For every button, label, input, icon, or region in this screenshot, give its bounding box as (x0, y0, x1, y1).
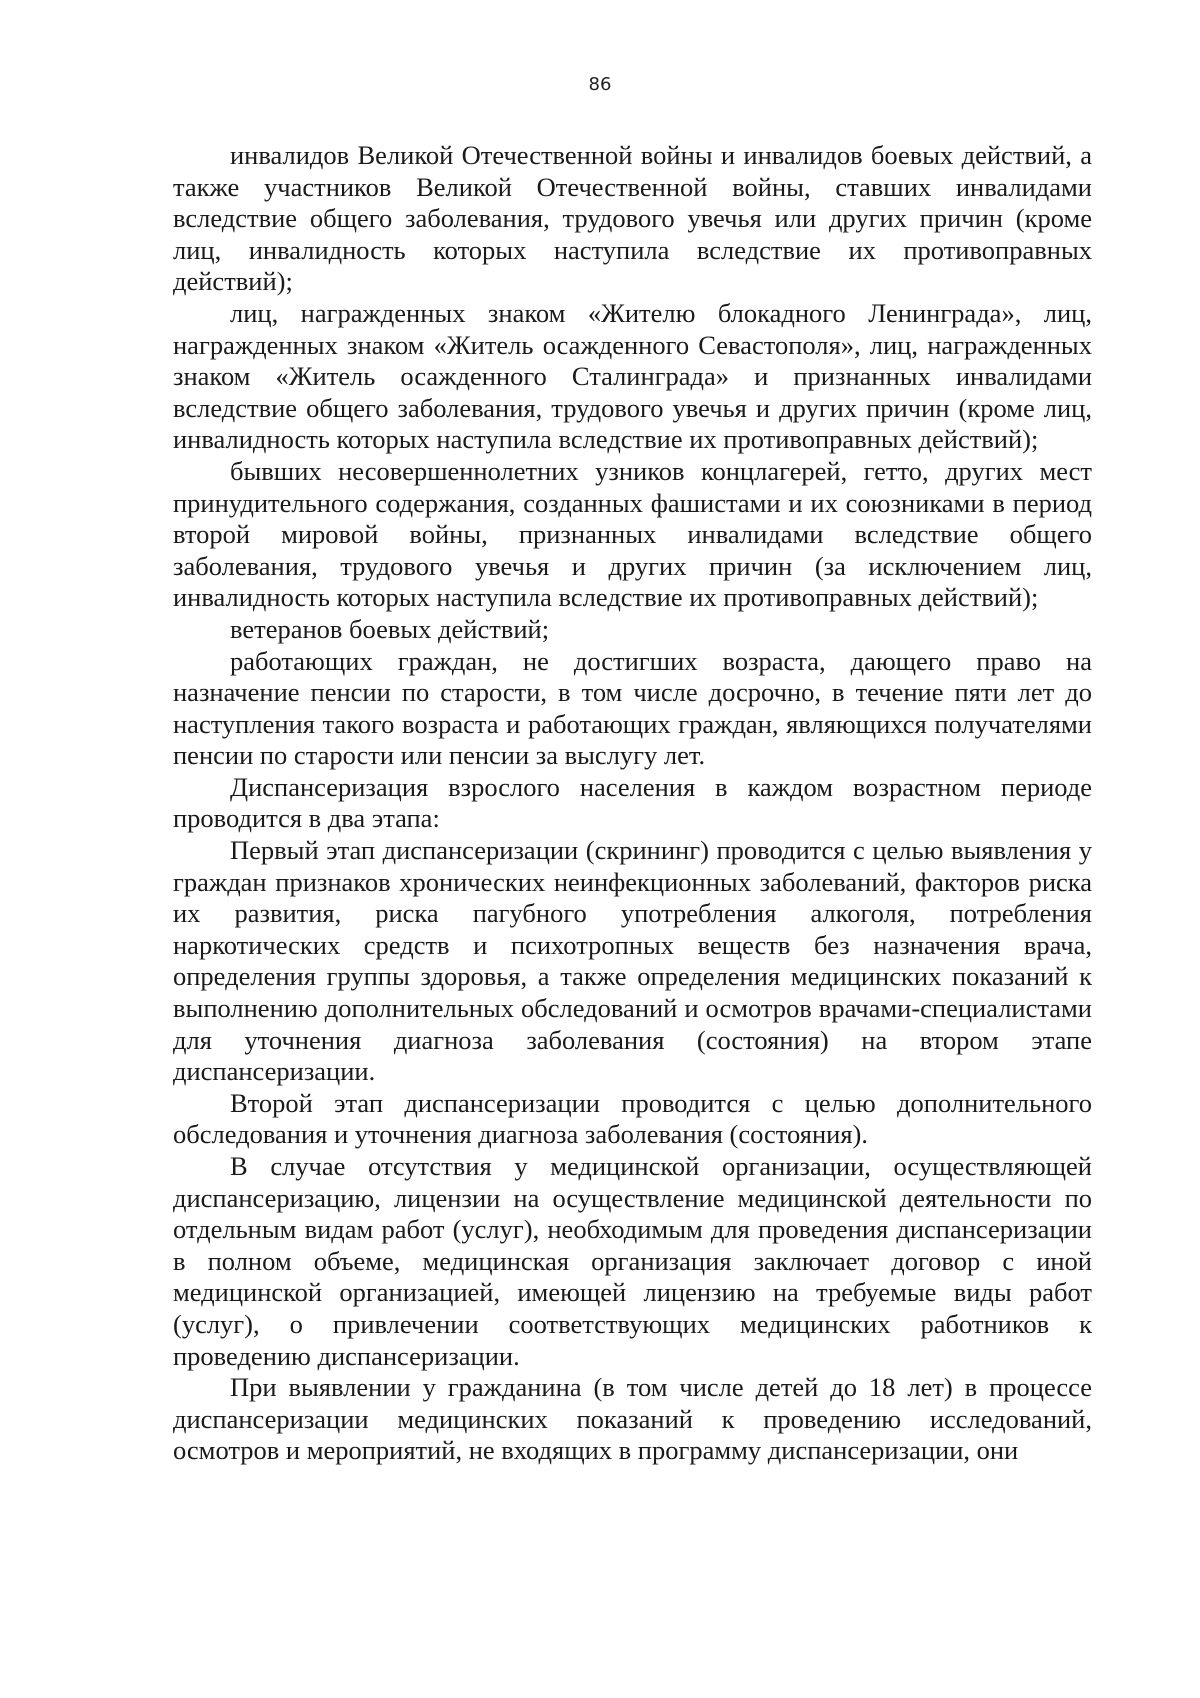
paragraph-5: работающих граждан, не достигших возраста, дающего право на назначение пенсии по старости, в том числе досрочно, в течение пяти лет до наступления такого возраста и работающих граждан, являющихся получателями пенсии по старости или пенсии за выслугу лет. (173, 645, 1092, 771)
paragraph-2: лиц, награжденных знаком «Жителю блокадного Ленинграда», лиц, награжденных знаком «Житель осажденного Севастополя», лиц, награжденных знаком «Житель осажденного Сталинграда» и признанных инвалидами вследствие общего заболевания, трудового увечья и других причин (кроме лиц, инвалидность которых наступила вследствие их противоправных действий); (173, 297, 1092, 455)
paragraph-3: бывших несовершеннолетних узников концлагерей, гетто, других мест принудительного содержания, созданных фашистами и их союзниками в период второй мировой войны, признанных инвалидами вследствие общего заболевания, трудового увечья и других причин (за исключением лиц, инвалидность которых наступила вследствие их противоправных действий); (173, 455, 1092, 613)
paragraph-9: В случае отсутствия у медицинской организации, осуществляющей диспансеризацию, лицензии на осуществление медицинской деятельности по отдельным видам работ (услуг), необходимым для проведения диспансеризации в полном объеме, медицинская организация заключает договор с иной медицинской организацией, имеющей лицензию на требуемые виды работ (услуг), о привлечении соответствующих медицинских работников к проведению диспансеризации. (173, 1151, 1092, 1371)
page-number: 86 (588, 74, 612, 95)
paragraph-8: Второй этап диспансеризации проводится с целью дополнительного обследования и уточнения диагноза заболевания (состояния). (173, 1087, 1092, 1150)
paragraph-10: При выявлении у гражданина (в том числе детей до 18 лет) в процессе диспансеризации медицинских показаний к проведению исследований, осмотров и мероприятий, не входящих в программу диспансеризации, они (173, 1372, 1092, 1466)
paragraph-1: инвалидов Великой Отечественной войны и инвалидов боевых действий, а также участников Великой Отечественной войны, ставших инвалидами вследствие общего заболевания, трудового увечья или других причин (кроме лиц, инвалидность которых наступила вследствие их противоправных действий); (173, 140, 1092, 297)
paragraph-7: Первый этап диспансеризации (скрининг) проводится с целью выявления у граждан признаков хронических неинфекционных заболеваний, факторов риска их развития, риска пагубного употребления алкоголя, потребления наркотических средств и психотропных веществ без назначения врача, определения группы здоровья, а также определения медицинских показаний к выполнению дополнительных обследований и осмотров врачами-специалистами для уточнения диагноза заболевания (состояния) на втором этапе диспансеризации. (173, 835, 1092, 1087)
paragraph-6: Диспансеризация взрослого населения в каждом возрастном периоде проводится в два этапа: (173, 771, 1092, 834)
paragraph-4: ветеранов боевых действий; (230, 613, 550, 644)
document-body (173, 140, 1092, 1467)
